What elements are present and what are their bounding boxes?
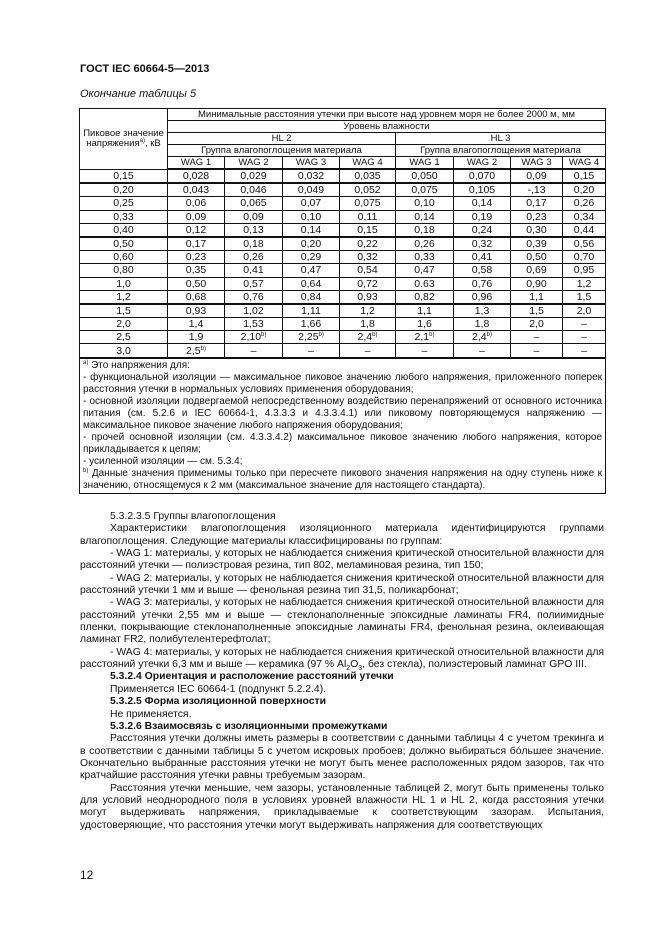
value-cell: – xyxy=(511,331,563,344)
wag1-item: - WAG 1: материалы, у которых не наблюдается снижения критической относительной влажности для расстояний утечки — полиэстровая резина, тип 802, меламиновая резина, тип 150; xyxy=(80,548,605,572)
main-header: Минимальные расстояния утечки при высоте над уровнем моря не более 2000 м, мм xyxy=(168,109,606,121)
value-cell: 2,4$^{b)}$ xyxy=(454,331,511,344)
wag3-item: - WAG 3: материалы, у которых не наблюдается снижения критической относительной влажности для расстояний утечки 2,55 мм и выше — стеклонаполненные эпоксидные ламинаты FR4, полиимидные пленки, покрывающие стеклонаполненные эпоксидные ламинаты FR4, фенольная резина, оклеивающая ламинат FR2, полибутелентерефтолат; xyxy=(80,597,605,646)
value-cell: – xyxy=(225,344,283,358)
value-cell: 0,29 xyxy=(283,251,340,264)
value-cell: 0,68 xyxy=(168,290,225,304)
wag-header: WAG 2 xyxy=(225,157,283,170)
paragraph: Расстояния утечки должны иметь размеры в соответствии с данными таблицы 4 с учетом трекинга и в соответствии с данными таблицы 5 с учетом искровых пробоев; должно выбираться бóльшее значение. Окончательно выбранные расстояния утечки не могут быть менее расположенных рядом зазоров, так что кратчайшие расстояния утечки равны требуемым зазорам. xyxy=(80,733,604,782)
value-cell: 0,14 xyxy=(283,223,340,237)
table-row xyxy=(80,251,606,264)
value-cell: 0,028 xyxy=(168,169,225,183)
value-cell: – xyxy=(340,344,396,358)
value-cell: 1,53 xyxy=(225,318,283,331)
value-cell: 0,20 xyxy=(283,237,340,251)
voltage-cell: 3,0 xyxy=(80,344,168,358)
value-cell: 0,09 xyxy=(511,169,563,183)
value-cell: 0.63 xyxy=(396,277,454,290)
footnote-b-marker: b) xyxy=(429,332,435,339)
heading-5-3-2-6: 5.3.2.6 Взаимосвязь с изоляционными промежутками xyxy=(110,720,388,732)
value-cell: 0,075 xyxy=(340,197,396,210)
value-cell: 0,07 xyxy=(283,197,340,210)
value-cell: 0,13 xyxy=(225,223,283,237)
creepage-table xyxy=(79,108,606,494)
heading-5-3-2-4: 5.3.2.4 Ориентация и расположение расстояний утечки xyxy=(110,671,394,683)
value-cell: 2,0 xyxy=(511,318,563,331)
table-row xyxy=(80,169,606,183)
value-cell: 0,065 xyxy=(225,197,283,210)
value-cell: 0,41 xyxy=(225,264,283,277)
value-cell: 0,35 xyxy=(168,264,225,277)
footnote-b-marker: b) xyxy=(261,332,267,339)
wag-header: WAG 1 xyxy=(168,157,225,170)
voltage-cell: 0,60 xyxy=(80,251,168,264)
section-5-3-2-3-5: 5.3.2.3.5 Группы влагопоглощения xyxy=(110,511,276,522)
value-cell: 0,23 xyxy=(511,210,563,223)
value-cell: 1,02 xyxy=(225,304,283,318)
voltage-cell: 0,40 xyxy=(80,223,168,237)
value-cell: 1,11 xyxy=(283,304,340,318)
value-cell: 2,5$^{b)}$ xyxy=(168,344,225,358)
table-row xyxy=(80,197,606,210)
value-cell: 0,052 xyxy=(340,183,396,197)
value-cell: 1,2 xyxy=(563,277,606,290)
value-cell: 0,10 xyxy=(396,197,454,210)
voltage-cell: 0,20 xyxy=(80,183,168,197)
value-cell: 0,57 xyxy=(225,277,283,290)
value-cell: 0,032 xyxy=(283,169,340,183)
value-cell: 2,10$^{b)}$ xyxy=(225,331,283,344)
value-cell: 0,41 xyxy=(454,251,511,264)
value-cell: 0,029 xyxy=(225,169,283,183)
value-cell: 0,54 xyxy=(340,264,396,277)
value-cell: 0,049 xyxy=(283,183,340,197)
hl3-header: HL 3 xyxy=(396,133,606,145)
value-cell: 0,19 xyxy=(454,210,511,223)
value-cell: 0,15 xyxy=(563,169,606,183)
value-cell: 0,046 xyxy=(225,183,283,197)
value-cell: 1,9 xyxy=(168,331,225,344)
voltage-cell: 1,2 xyxy=(80,290,168,304)
value-cell: 0,72 xyxy=(340,277,396,290)
voltage-cell: 0,15 xyxy=(80,169,168,183)
value-cell: 1,2 xyxy=(340,304,396,318)
voltage-cell: 0,80 xyxy=(80,264,168,277)
table-row xyxy=(80,210,606,223)
value-cell: 0,20 xyxy=(563,183,606,197)
value-cell: 0,14 xyxy=(396,210,454,223)
table-row xyxy=(80,223,606,237)
wag-header: WAG 4 xyxy=(340,157,396,170)
footnote-b-marker: b) xyxy=(200,345,206,352)
voltage-cell: 2,0 xyxy=(80,318,168,331)
humidity-header: Уровень влажности xyxy=(168,121,606,133)
value-cell: 0,09 xyxy=(225,210,283,223)
value-cell: 0,82 xyxy=(396,290,454,304)
group-header-hl2: Группа влагопоглощения материала xyxy=(168,145,396,157)
footnote-b-marker: b) xyxy=(372,332,378,339)
wag-header: WAG 1 xyxy=(396,157,454,170)
value-cell: 0,17 xyxy=(511,197,563,210)
body-text xyxy=(80,511,604,832)
voltage-cell: 2,5 xyxy=(80,331,168,344)
note-functional: - функциональной изоляции — максимальное пиковое значению любого напряжения, приложенного поперек расстояния утечки в нормальных условиях применения оборудования; xyxy=(83,371,603,395)
value-cell: 0,76 xyxy=(454,277,511,290)
wag-header: WAG 3 xyxy=(511,157,563,170)
value-cell: 0,90 xyxy=(511,277,563,290)
value-cell: 1,5 xyxy=(511,304,563,318)
value-cell: 0,32 xyxy=(454,237,511,251)
value-cell: 0,17 xyxy=(168,237,225,251)
value-cell: – xyxy=(511,344,563,358)
value-cell: 0,11 xyxy=(340,210,396,223)
footnote-b-marker: b) xyxy=(318,332,324,339)
table-row xyxy=(80,237,606,251)
value-cell: 0,69 xyxy=(511,264,563,277)
value-cell: 1,8 xyxy=(340,318,396,331)
value-cell: 1,3 xyxy=(454,304,511,318)
value-cell: – xyxy=(396,344,454,358)
value-cell: 0,76 xyxy=(225,290,283,304)
value-cell: 2,25$^{b)}$ xyxy=(283,331,340,344)
table-row xyxy=(80,344,606,358)
value-cell: 0,30 xyxy=(511,223,563,237)
document-header: ГОСТ IEC 60664-5—2013 xyxy=(80,63,210,75)
value-cell: 0,93 xyxy=(168,304,225,318)
value-cell: 0,050 xyxy=(396,169,454,183)
paragraph: Характеристики влагопоглощения изоляционного материала идентифицируются группами влагопоглощения. Следующие материалы классифицированы по группам: xyxy=(80,523,604,547)
value-cell: 0,96 xyxy=(454,290,511,304)
value-cell: 0,18 xyxy=(396,223,454,237)
value-cell: – xyxy=(563,344,606,358)
paragraph: Применяется IEC 60664-1 (подпункт 5.2.2.4). xyxy=(110,683,327,695)
peak-voltage-header: Пиковое значение напряжения$^{a)}$, кВ xyxy=(80,109,168,170)
value-cell: 0,15 xyxy=(340,223,396,237)
value-cell: 1,66 xyxy=(283,318,340,331)
value-cell: 0,26 xyxy=(225,251,283,264)
value-cell: 0,33 xyxy=(396,251,454,264)
value-cell: 0,24 xyxy=(454,223,511,237)
wag-header: WAG 4 xyxy=(563,157,606,170)
table-notes xyxy=(80,358,606,494)
value-cell: 0,09 xyxy=(168,210,225,223)
wag-header: WAG 2 xyxy=(454,157,511,170)
hl2-header: HL 2 xyxy=(168,133,396,145)
value-cell: 0,56 xyxy=(563,237,606,251)
value-cell: 0,075 xyxy=(396,183,454,197)
value-cell: 0,14 xyxy=(454,197,511,210)
note-b: $^{b)}$ Данные значения применимы только при пересчете пикового значения напряжения на одну ступень ниже к значению, относящемуся к 2 мм (максимальное значение для настоящего стандарта). xyxy=(83,467,603,491)
value-cell: 1,5 xyxy=(563,290,606,304)
wag4-item: - WAG 4: материалы, у которых не наблюдается снижения критической относительной влажности для расстояний утечки 6,3 мм и выше — керамика (97 % $Al_2O_3$, без стекла), полиэстеровый ламинат GPO III. xyxy=(80,646,605,673)
wag-header: WAG 3 xyxy=(283,157,340,170)
value-cell: 0,70 xyxy=(563,251,606,264)
footnote-b-marker: b) xyxy=(486,332,492,339)
value-cell: 0,44 xyxy=(563,223,606,237)
value-cell: 0,035 xyxy=(340,169,396,183)
value-cell: 0,47 xyxy=(283,264,340,277)
value-cell: 1,1 xyxy=(396,304,454,318)
note-reinforced: - усиленной изоляции — см. 5.3.4; xyxy=(83,455,243,467)
value-cell: 1,6 xyxy=(396,318,454,331)
note-basic: - основной изоляции подвергаемой непосредственному воздействию перенапряжений от основного источника питания (см. 5.2.6 и IEC 60664-1, 4.3.3.3 и 4.3.3.4.1) или пиковому повторяющемуся напряжению — максимальное пиковое значение любого напряжения оборудования; xyxy=(83,395,603,431)
group-header-hl3: Группа влагопоглощения материала xyxy=(396,145,606,157)
value-cell: 0,23 xyxy=(168,251,225,264)
value-cell: 0,50 xyxy=(168,277,225,290)
value-cell: 0,32 xyxy=(340,251,396,264)
value-cell: 0,12 xyxy=(168,223,225,237)
value-cell: 2,0 xyxy=(563,304,606,318)
table-subtitle: Окончание таблицы 5 xyxy=(80,88,197,100)
value-cell: 0,34 xyxy=(563,210,606,223)
table-row xyxy=(80,318,606,331)
value-cell: 0,22 xyxy=(340,237,396,251)
heading-5-3-2-5: 5.3.2.5 Форма изоляционной поверхности xyxy=(110,696,327,708)
note-other-basic: - прочей основной изоляции (см. 4.3.3.4.2) максимальное пиковое значению любого напряжения, которое прикладывается к цепям; xyxy=(83,431,603,455)
value-cell: 0,105 xyxy=(454,183,511,197)
value-cell: 0,070 xyxy=(454,169,511,183)
table-row xyxy=(80,277,606,290)
value-cell: 0,93 xyxy=(340,290,396,304)
value-cell: 0,043 xyxy=(168,183,225,197)
value-cell: 1,4 xyxy=(168,318,225,331)
value-cell: 0,26 xyxy=(563,197,606,210)
value-cell: – xyxy=(454,344,511,358)
value-cell: 0,26 xyxy=(396,237,454,251)
value-cell: 0,47 xyxy=(396,264,454,277)
table-row xyxy=(80,304,606,318)
value-cell: 1,1 xyxy=(511,290,563,304)
wag2-item: - WAG 2: материалы, у которых не наблюдается снижения критической относительной влажности для расстояний утечки 1 мм и выше — фенольная резина тип 31,5, поликарбонат; xyxy=(80,572,605,597)
value-cell: – xyxy=(563,318,606,331)
voltage-cell: 0,50 xyxy=(80,237,168,251)
value-cell: 0,64 xyxy=(283,277,340,290)
value-cell: 0,18 xyxy=(225,237,283,251)
table-row xyxy=(80,290,606,304)
value-cell: – xyxy=(283,344,340,358)
note-a: $^{a)}$ Это напряжения для: xyxy=(83,359,190,371)
voltage-cell: 1,5 xyxy=(80,304,168,318)
table-row xyxy=(80,264,606,277)
value-cell: 0,84 xyxy=(283,290,340,304)
table-row xyxy=(80,183,606,197)
paragraph: Не применяется. xyxy=(110,708,192,720)
value-cell: 2,4$^{b)}$ xyxy=(340,331,396,344)
value-cell: 1,8 xyxy=(454,318,511,331)
value-cell: 0,10 xyxy=(283,210,340,223)
value-cell: 0,06 xyxy=(168,197,225,210)
voltage-cell: 0,25 xyxy=(80,197,168,210)
value-cell: – xyxy=(563,331,606,344)
value-cell: 0,50 xyxy=(511,251,563,264)
value-cell: 0,95 xyxy=(563,264,606,277)
voltage-cell: 0,33 xyxy=(80,210,168,223)
voltage-cell: 1,0 xyxy=(80,277,168,290)
page-number: 12 xyxy=(80,868,94,882)
value-cell: 2,1$^{b)}$ xyxy=(396,331,454,344)
value-cell: -,13 xyxy=(511,183,563,197)
value-cell: 0,58 xyxy=(454,264,511,277)
value-cell: 0,39 xyxy=(511,237,563,251)
paragraph: Расстояния утечки меньшие, чем зазоры, установленные таблицей 2, могут быть применены только для условий неоднородного поля в условиях уровней влажности HL 1 и HL 2, когда расстояния утечки могут выдерживать напряжения, прикладываемые к соответствующим зазорам. Испытания, удостоверяющие, что расстояния утечки могут выдерживать напряжения для соответствующих xyxy=(80,782,604,831)
table-row xyxy=(80,331,606,344)
